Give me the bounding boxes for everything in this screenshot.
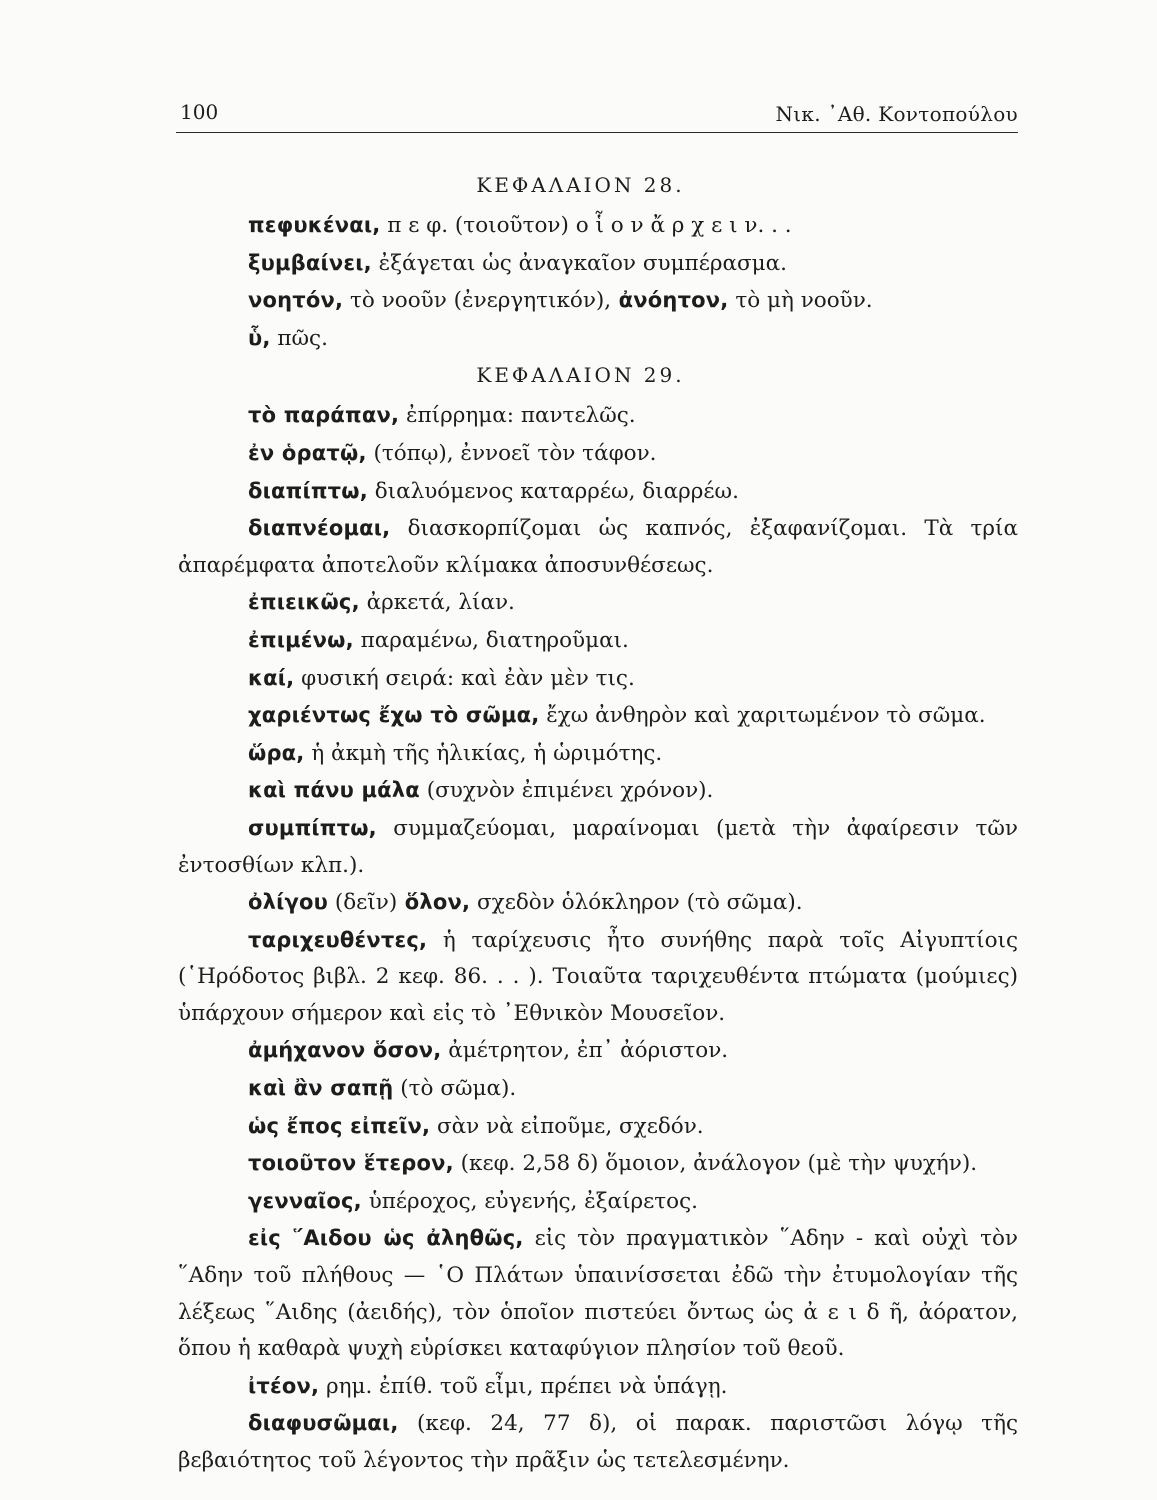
entry-term: τοιοῦτον ἕτερον, bbox=[248, 1151, 454, 1176]
entry-definition: ἀμέτρητον, ἐπ᾿ ἀόριστον. bbox=[441, 1038, 729, 1064]
glossary-entry bbox=[178, 473, 1018, 511]
glossary-entry bbox=[178, 660, 1018, 698]
entry-definition: ἔχω ἀνθηρὸν καὶ χαριτωμένον τὸ σῶμα. bbox=[539, 703, 986, 729]
glossary-entry bbox=[178, 1108, 1018, 1146]
glossary-entry bbox=[178, 207, 1018, 245]
glossary-entry bbox=[178, 1183, 1018, 1221]
entry-definition: π ε φ. (τοιοῦτον) ο ἷ ο ν ἄ ρ χ ε ι ν. . . bbox=[380, 213, 792, 238]
entry-definition: φυσική σειρά: καὶ ἐὰν μὲν τις. bbox=[294, 665, 635, 691]
entry-definition-secondary: τὸ μὴ νοοῦν. bbox=[728, 288, 873, 314]
glossary-entry bbox=[178, 397, 1018, 435]
entry-term: εἰς ῞Αιδου ὡς ἀληθῶς, bbox=[248, 1226, 524, 1251]
glossary-entry bbox=[178, 282, 1018, 320]
entry-definition: ἐπίρρημα: παντελῶς. bbox=[399, 403, 636, 429]
running-head: Νικ. ᾿Αθ. Κοντοπούλου bbox=[775, 102, 1018, 126]
glossary-entry bbox=[178, 922, 1018, 1033]
entry-term: τὸ παράπαν, bbox=[248, 403, 400, 428]
entry-definition: σὰν νὰ εἰποῦμε, σχεδόν. bbox=[430, 1113, 704, 1139]
entry-term: διαπίπτω, bbox=[248, 478, 368, 503]
chapter-heading-28: ΚΕΦΑΛΑΙΟΝ 28. bbox=[476, 173, 685, 197]
glossary-entry bbox=[178, 245, 1018, 283]
entry-term: ἰτέον, bbox=[248, 1373, 320, 1398]
entry-term: συμπίπτω, bbox=[248, 815, 377, 840]
entry-definition: (τόπῳ), ἐννοεῖ τὸν τάφον. bbox=[366, 440, 657, 466]
entry-definition: τὸ νοοῦν (ἐνεργητικόν), bbox=[343, 288, 612, 314]
entry-term: ὗ, bbox=[248, 325, 271, 350]
glossary-entry bbox=[178, 810, 1018, 884]
entry-definition: (δεῖν) bbox=[328, 890, 398, 916]
entry-definition-secondary: σχεδὸν ὁλόκληρον (τὸ σῶμα). bbox=[470, 890, 803, 916]
glossary-entry bbox=[178, 1070, 1018, 1108]
glossary-entry bbox=[178, 510, 1018, 584]
entry-term-secondary: ἀνόητον, bbox=[611, 288, 729, 313]
entry-definition: εἰς τὸν πραγματικὸν ῞Αδην - καὶ οὐχὶ τὸν ῞Αδην τοῦ πλήθους — ῾Ο Πλάτων ὑπαινίσσεται ἐδῶ τὴν ἐτυμολογίαν τῆς λέξεως ῞Αιδης (ἀειδής), τὸν ὁποῖον πιστεύει ὄντως ὡς ἀ ε ι δ ῆ, ἀόρατον, ὅπου ἡ καθαρὰ ψυχὴ εὑρίσκει καταφύγιον πλησίον τοῦ θεοῦ. bbox=[178, 1226, 1018, 1362]
glossary-entry bbox=[178, 1368, 1018, 1406]
page-number: 100 bbox=[180, 100, 219, 124]
glossary-entry bbox=[178, 1405, 1018, 1479]
entry-definition: (συχνὸν ἐπιμένει χρόνον). bbox=[419, 778, 714, 804]
entry-term: ὀλίγου bbox=[248, 890, 329, 915]
glossary-entry bbox=[178, 622, 1018, 660]
chapter-heading-29: ΚΕΦΑΛΑΙΟΝ 29. bbox=[476, 363, 685, 388]
page-content bbox=[178, 167, 1018, 1480]
glossary-entry bbox=[178, 435, 1018, 473]
glossary-entry bbox=[178, 697, 1018, 735]
glossary-entry bbox=[178, 735, 1018, 773]
entry-term: νοητόν, bbox=[248, 288, 344, 313]
entry-definition: ρημ. ἐπίθ. τοῦ εἶμι, πρέπει νὰ ὑπάγῃ. bbox=[319, 1373, 728, 1399]
glossary-entry bbox=[178, 1145, 1018, 1183]
entry-term: ἐπιεικῶς, bbox=[248, 590, 360, 615]
entry-definition: παραμένω, διατηροῦμαι. bbox=[353, 627, 629, 653]
entry-definition: διαλυόμενος καταρρέω, διαρρέω. bbox=[367, 478, 739, 504]
glossary-entry bbox=[178, 1220, 1018, 1367]
entry-term: πεφυκέναι, bbox=[248, 213, 381, 237]
entry-term: ἐπιμένω, bbox=[248, 627, 354, 652]
entry-definition: ἀρκετά, λίαν. bbox=[359, 590, 515, 616]
glossary-entry bbox=[178, 584, 1018, 622]
entry-definition: (τὸ σῶμα). bbox=[393, 1076, 517, 1102]
glossary-entry bbox=[178, 1032, 1018, 1070]
entry-definition: ἐξάγεται ὡς ἀναγκαῖον συμπέρασμα. bbox=[371, 250, 787, 276]
entry-definition: (κεφ. 24, 77 δ), οἱ παρακ. παριστῶσι λόγῳ τῆς βεβαιότητος τοῦ λέγοντος τὴν πρᾶξιν ὡς τετελεσμένην. bbox=[178, 1411, 1018, 1473]
entry-term: γενναῖος, bbox=[248, 1188, 362, 1213]
entry-definition: ἡ ἀκμὴ τῆς ἡλικίας, ἡ ὡριμότης. bbox=[304, 740, 663, 766]
entry-definition: (κεφ. 2,58 δ) ὅμοιον, ἀνάλογον (μὲ τὴν ψυχήν). bbox=[453, 1151, 978, 1177]
entry-term: διαφυσῶμαι, bbox=[248, 1411, 399, 1436]
entry-term: χαριέντως ἔχω τὸ σῶμα, bbox=[248, 703, 540, 728]
entry-term: ὡς ἔπος εἰπεῖν, bbox=[248, 1113, 431, 1138]
entry-term: καὶ ἂν σαπῇ bbox=[248, 1076, 394, 1101]
entry-term: ταριχευθέντες, bbox=[248, 927, 428, 952]
entry-term: ὥρα, bbox=[248, 740, 305, 765]
entry-term: ἀμήχανον ὅσον, bbox=[248, 1038, 442, 1063]
entry-term: καὶ πάνυ μάλα bbox=[248, 778, 420, 803]
entry-term: ξυμβαίνει, bbox=[248, 250, 372, 275]
glossary-entry bbox=[178, 772, 1018, 810]
entry-definition: συμμαζεύομαι, μαραίνομαι (μετὰ τὴν ἀφαίρεσιν τῶν ἐντοσθίων κλπ.). bbox=[178, 815, 1018, 878]
glossary-entry bbox=[178, 320, 1018, 358]
entry-term: διαπνέομαι, bbox=[248, 516, 391, 541]
entry-term-secondary: ὅλον, bbox=[397, 890, 471, 915]
page-header bbox=[176, 98, 1018, 133]
entry-definition: διασκορπίζομαι ὡς καπνός, ἐξαφανίζομαι. Τὰ τρία ἀπαρέμφατα ἀποτελοῦν κλίμακα ἀποσυνθέσεως. bbox=[178, 516, 1018, 578]
entry-definition: πῶς. bbox=[270, 325, 328, 351]
entry-definition: ὑπέροχος, εὐγενής, ἐξαίρετος. bbox=[361, 1188, 698, 1214]
glossary-entry bbox=[178, 884, 1018, 922]
entry-term: ἐν ὁρατῷ, bbox=[248, 440, 367, 465]
entry-term: καί, bbox=[248, 665, 295, 690]
entry-definition: ἡ ταρίχευσις ἦτο συνήθης παρὰ τοῖς Αἰγυπτίοις (῾Ηρόδοτος βιβλ. 2 κεφ. 86. . . ). Τοιαῦτα ταριχευθέντα πτώματα (μούμιες) ὑπάρχουν σήμερον καὶ εἰς τὸ ᾿Εθνικὸν Μουσεῖον. bbox=[178, 927, 1018, 1026]
